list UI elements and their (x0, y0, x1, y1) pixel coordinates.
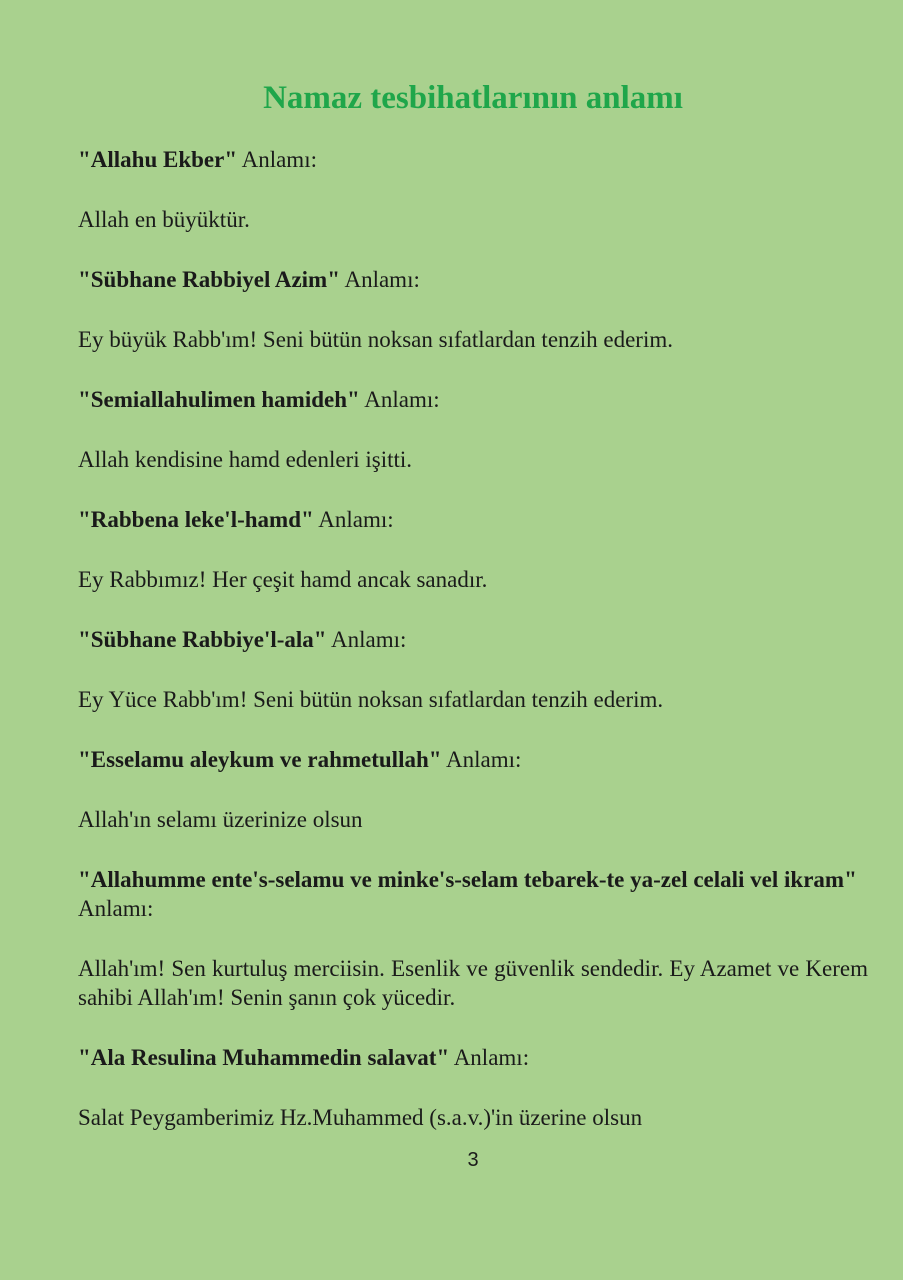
entry-meaning: Ey Rabbımız! Her çeşit hamd ancak sanadır. (78, 567, 488, 592)
meaning-label: Anlamı: (326, 627, 407, 652)
meaning-label: Anlamı: (359, 387, 440, 412)
entry-meaning: Ey büyük Rabb'ım! Seni bütün noksan sıfatlardan tenzih ederim. (78, 327, 673, 352)
document-body (78, 145, 868, 1163)
arabic-phrase: "Allahumme ente's-selamu ve minke's-selam tebarek-te ya-zel celali vel ikram" (78, 867, 857, 892)
arabic-phrase: "Sübhane Rabbiye'l-ala" (78, 627, 327, 652)
entry-4 (78, 505, 868, 594)
arabic-phrase: "Allahu Ekber" (78, 147, 238, 172)
entry-phrase (78, 625, 868, 654)
entry-phrase (78, 265, 868, 294)
entry-meaning: Allah kendisine hamd edenleri işitti. (78, 447, 413, 472)
page-title: Namaz tesbihatlarının anlamı (263, 80, 683, 116)
page-number: 3 (467, 1149, 479, 1171)
arabic-phrase: "Esselamu aleykum ve rahmetullah" (78, 747, 442, 772)
entry-meaning: Allah en büyüktür. (78, 207, 250, 232)
entry-meaning: Allah'ın selamı üzerinize olsun (78, 807, 363, 832)
entry-phrase (78, 745, 868, 774)
entry-3 (78, 385, 868, 474)
meaning-label: Anlamı: (237, 147, 317, 172)
entry-meaning: Allah'ım! Sen kurtuluş merciisin. Esenlik ve güvenlik sendedir. Ey Azamet ve Kerem sahibi Allah'ım! Senin şanın çok yücedir. (78, 956, 868, 1010)
entry-meaning: Ey Yüce Rabb'ım! Seni bütün noksan sıfatlardan tenzih ederim. (78, 687, 664, 712)
arabic-phrase: "Ala Resulina Muhammedin salavat" (78, 1045, 450, 1070)
entry-1 (78, 145, 868, 234)
entry-6 (78, 745, 868, 834)
entry-phrase (78, 385, 868, 414)
entry-7 (78, 865, 868, 1012)
meaning-label: Anlamı: (449, 1045, 530, 1070)
entry-2 (78, 265, 868, 354)
meaning-label: Anlamı: (339, 267, 420, 292)
meaning-label: Anlamı: (78, 896, 154, 921)
entry-8 (78, 1043, 868, 1132)
arabic-phrase: "Rabbena leke'l-hamd" (78, 507, 314, 532)
arabic-phrase: "Semiallahulimen hamideh" (78, 387, 360, 412)
entry-phrase (78, 865, 868, 923)
entry-phrase (78, 505, 868, 534)
entry-5 (78, 625, 868, 714)
entry-meaning: Salat Peygamberimiz Hz.Muhammed (s.a.v.)'in üzerine olsun (78, 1105, 643, 1130)
entry-phrase (78, 1043, 868, 1072)
entry-phrase (78, 145, 868, 174)
meaning-label: Anlamı: (441, 747, 522, 772)
meaning-label: Anlamı: (313, 507, 394, 532)
arabic-phrase: "Sübhane Rabbiyel Azim" (78, 267, 340, 292)
